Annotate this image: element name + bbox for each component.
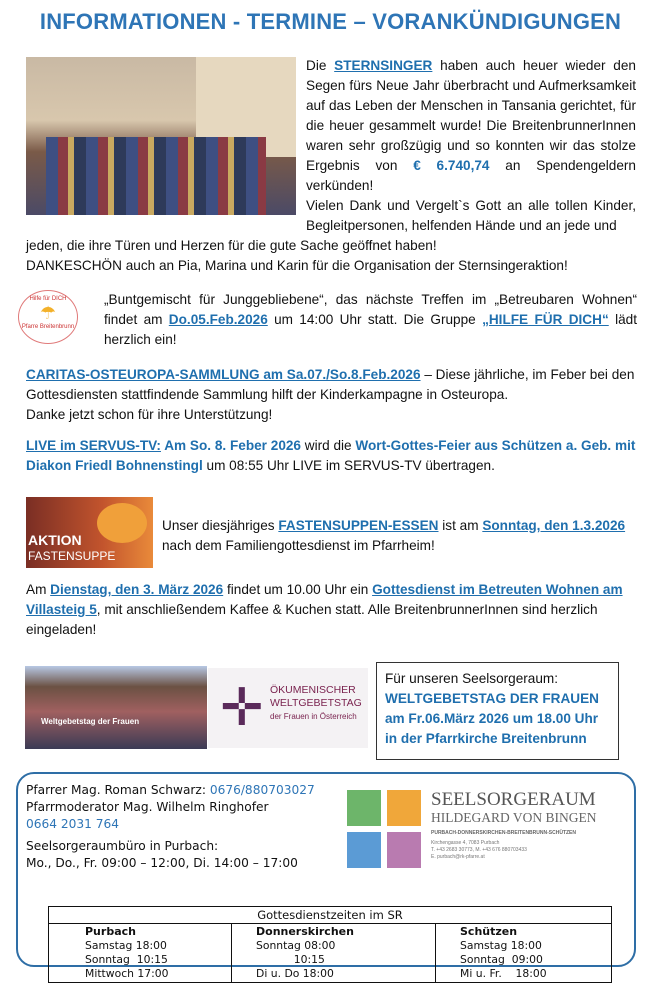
fastensuppe-image: AKTION FASTENSUPPE: [26, 497, 153, 568]
servus-text: LIVE im SERVUS-TV: Am So. 8. Feber 2026 wird die Wort-Gottes-Feier aus Schützen a. Geb. mit Diakon Friedl Bohnenstingl um 08:55 Uhr LIVE im SERVUS-TV übertragen.: [26, 438, 636, 473]
sternsinger-link[interactable]: STERNSINGER: [334, 58, 433, 73]
hilfe-text: „Buntgemischt für Junggebliebene“, das nächste Treffen im „Betreubaren Wohnen“ findet am Do.05.Feb.2026 um 14:00 Uhr statt. Die Gruppe „HILFE FÜR DICH“ lädt herzlich ein!: [104, 292, 637, 347]
moderator-phone-link[interactable]: 0664 2031 764: [26, 817, 120, 831]
villa-link[interactable]: Gottesdienst im Betreuten Wohnen am Villasteig 5: [26, 582, 623, 617]
hilfe-group-link[interactable]: „HILFE FÜR DICH“: [482, 312, 609, 327]
hilfe-date-link[interactable]: Do.05.Feb.2026: [168, 312, 268, 327]
sternsinger-photo: [26, 57, 296, 215]
caritas-text: CARITAS-OSTEUROPA-SAMMLUNG am Sa.07./So.8.Feb.2026 – Diese jährliche, im Feber bei den Gottesdiensten stattfindende Sammlung hilft der Kinderkampagne in Osteuropa. Danke jetzt schon für ihre Unterstützung!: [26, 367, 635, 422]
fasten-date-link[interactable]: Sonntag, den 1.3.2026: [482, 518, 626, 533]
fasten-link[interactable]: FASTENSUPPEN-ESSEN: [278, 518, 439, 533]
sternsinger-text-cont: jeden, die ihre Türen und Herzen für die gute Sache geöffnet haben! DANKESCHÖN auch an Pia, Marina und Karin für die Organisation der Sternsingeraktion!: [26, 238, 568, 273]
fasten-text: Unser diesjähriges FASTENSUPPEN-ESSEN ist am Sonntag, den 1.3.2026 nach dem Familiengottesdienst im Pfarrheim!: [162, 518, 626, 553]
weltgebetstag-box: Für unseren Seelsorgeraum: WELTGEBETSTAG DER FRAUEN am Fr.06.März 2026 um 18.00 Uhr in der Pfarrkirche Breitenbrunn: [376, 662, 619, 760]
caritas-link[interactable]: CARITAS-OSTEUROPA-SAMMLUNG am Sa.07./So.8.Feb.2026: [26, 367, 421, 382]
villa-date-link[interactable]: Dienstag, den 3. März 2026: [50, 582, 224, 597]
weltgebetstag-photo: Weltgebetstag der Frauen: [25, 666, 207, 749]
contact-info: Pfarrer Mag. Roman Schwarz: 0676/880703027 Pfarrmoderator Mag. Wilhelm Ringhofer 0664 2031 764 Seelsorgeraumbüro in Purbach: Mo., Do., Fr. 09:00 – 12:00, Di. 14:00 – 17:00: [26, 783, 315, 870]
servus-link[interactable]: LIVE im SERVUS-TV:: [26, 438, 161, 453]
sternsinger-text: Die STERNSINGER haben auch heuer wieder den Segen fürs Neue Jahr überbracht und Aufmerksamkeit auf das Leben der Menschen in Tansania gerichtet, für die heuer gesammelt wurde! Die BreitenbrunnerInnen waren sehr großzügig und so konnten wir das stolze Ergebnis von € 6.740,74 an Spendengeldern verkünden! Vielen Dank und Vergelt`s Gott an alle tollen Kinder, Begleitpersonen, helfenden Hände und an jede und: [306, 58, 636, 233]
schedule-table: Gottesdienstzeiten im SR Purbach Samstag 18:00 Sonntag 10:15 Mittwoch 17:00 Donnerskirchen Sonntag 08:00 10:15 Di u. Do 18:00 Schützen Samstag 18:00 Sonntag 09:00 Mi u. Fr. 18:00: [48, 906, 612, 983]
hilfe-fuer-dich-logo: Hilfe für DICH ☂ Pfarre Breitenbrunn: [18, 290, 78, 344]
seelsorgeraum-logo: SEELSORGERAUM HILDEGARD VON BINGEN PURBACH-DONNERSKIRCHEN-BREITENBRUNN-SCHÜTZEN Kirchengasse 4, 7083 Purbach T. +43 2683 30773, M. +43 676 880703433 E. purbach@rk-pfarre.at: [347, 790, 607, 870]
page-title: INFORMATIONEN - TERMINE – VORANKÜNDIGUNGEN: [39, 9, 622, 34]
villasteig-text: Am Dienstag, den 3. März 2026 findet um 10.00 Uhr ein Gottesdienst im Betreuten Wohnen am Villasteig 5, mit anschließendem Kaffee & Kuchen statt. Alle BreitenbrunnerInnen sind herzlich eingeladen!: [26, 582, 623, 637]
weltgebetstag-logo: ✛ ÖKUMENISCHER WELTGEBETSTAG der Frauen in Österreich: [208, 668, 368, 748]
pfarrer-phone-link[interactable]: 0676/880703027: [209, 783, 315, 797]
